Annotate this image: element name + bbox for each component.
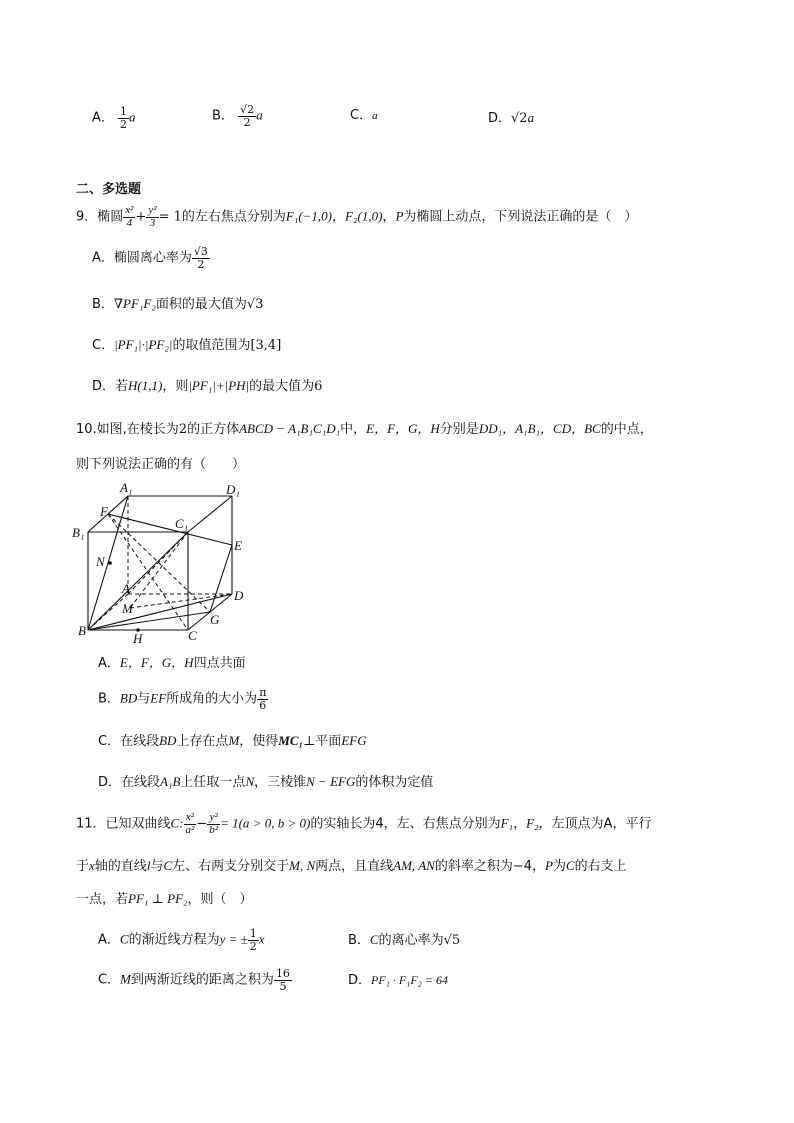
q11-stem-line2: 于x轴的直线l与C左、右两支分别交于M, N两点，且直线AM, AN的斜率之积为−4，P为C的右支上	[76, 858, 627, 874]
q9-option-c: C．|PF₁|·|PF₂|的取值范围为[3,4]	[92, 337, 282, 353]
fraction: $\frac{\text{y²}}{\text{b²}}$	[209, 811, 219, 836]
fraction: $\frac{√2}{2}$	[240, 103, 255, 129]
dashed-edge	[128, 532, 188, 594]
q9-option-b: B．∇PF₁F₂面积的最大值为√3	[92, 296, 264, 312]
edge	[108, 514, 232, 545]
edge	[188, 496, 232, 532]
fraction: $\frac{1}{2}$	[120, 105, 128, 131]
label-b1: B₁	[72, 525, 85, 540]
fraction: $\frac{\text{x²}}{4}$	[125, 204, 134, 229]
label-c: C	[188, 628, 197, 643]
label-d: D	[234, 588, 244, 603]
q9-stem: 9．椭圆 $\frac{\text{x²}}{4}$ + $\frac{\text{y²}}{3}$ = 1的左右焦点分别为F₁(−1,0)，F₂(1,0)，P为椭圆上动点，下列说法正确的是（ ）	[76, 204, 638, 229]
option-label: C．	[350, 108, 373, 123]
label-d1: D₁	[226, 482, 240, 497]
dashed-edge	[108, 514, 210, 612]
cube-figure	[70, 480, 250, 650]
label-m: M	[122, 601, 133, 616]
q10-option-b: B．BD与EF所成角的大小为 $\frac{\pi}{6}$	[98, 686, 267, 712]
point-n	[108, 561, 112, 565]
q8-option-b: B． $\frac{√2}{2}$ a	[212, 103, 263, 129]
fraction: $\frac{√3}{2}$	[193, 245, 208, 271]
fraction: $\frac{\text{y²}}{3}$	[148, 204, 157, 229]
q10-stem-line1: 10.如图,在棱长为2的正方体ABCD − A₁B₁C₁D₁中，E，F，G，H分别是DD₁，A₁B₁，CD，BC的中点，	[76, 421, 653, 437]
fraction: $\frac{\pi}{6}$	[259, 686, 267, 712]
label-b: B	[78, 623, 86, 638]
q10-option-a: A．E，F，G，H四点共面	[98, 655, 246, 671]
label-f: F	[100, 504, 108, 519]
label-n: N	[96, 554, 105, 569]
q11-option-c: C．M到两渐近线的距离之积为 $\frac{16}{5}$	[98, 967, 290, 993]
q10-option-d: D．在线段A₁B上任取一点N，三棱锥N − EFG的体积为定值	[98, 774, 434, 790]
q9-option-a: A．椭圆离心率为 $\frac{√3}{2}$	[92, 245, 208, 271]
label-e: E	[234, 538, 242, 553]
q10-option-c: C．在线段BD上存在点M，使得MC₁⊥平面EFG	[98, 733, 367, 749]
section-title: 二、多选题	[76, 182, 142, 197]
label-a1: A₁	[120, 480, 133, 495]
q9-option-d: D．若H(1,1)，则|PF₁|+|PH|的最大值为6	[92, 378, 323, 394]
label-a: A	[122, 581, 130, 596]
fraction: $\frac{16}{5}$	[275, 967, 290, 993]
q11-stem-line1: 11．已知双曲线C: $\frac{\text{x²}}{\text{a²}}$ − $\frac{\text{y²}}{\text{b²}}$ = 1(a > 0, b > 0)的实轴长为4，左、右焦点分别为F₁，F₂，左顶点为A，平行	[76, 811, 652, 836]
q8-option-a: A． $\frac{1}{2}$ a	[92, 105, 136, 131]
option-label: D．	[488, 111, 512, 126]
q11-option-d: D．PF₁ · F₁F₂ = 64	[348, 973, 448, 988]
label-g: G	[210, 612, 220, 627]
label-h: H	[133, 631, 143, 646]
fraction: $\frac{\text{x²}}{\text{a²}}$	[185, 811, 195, 836]
label-c1: C₁	[175, 516, 189, 531]
q11-option-a: A．C的渐近线方程为y = ± $\frac{1}{2}$ x	[98, 927, 265, 953]
edge	[210, 545, 232, 612]
fraction: $\frac{1}{2}$	[249, 927, 257, 953]
q10-stem-line2: 则下列说法正确的有（ ）	[76, 457, 246, 472]
q11-option-b: B．C的离心率为√5	[348, 932, 461, 948]
option-label: B．	[212, 108, 234, 124]
option-label: A．	[92, 110, 114, 126]
q8-option-c: C．a	[350, 108, 378, 123]
q8-option-d: D．√2a	[488, 110, 535, 126]
q11-stem-line3: 一点，若PF₁ ⊥ PF₂，则（ ）	[76, 891, 253, 907]
